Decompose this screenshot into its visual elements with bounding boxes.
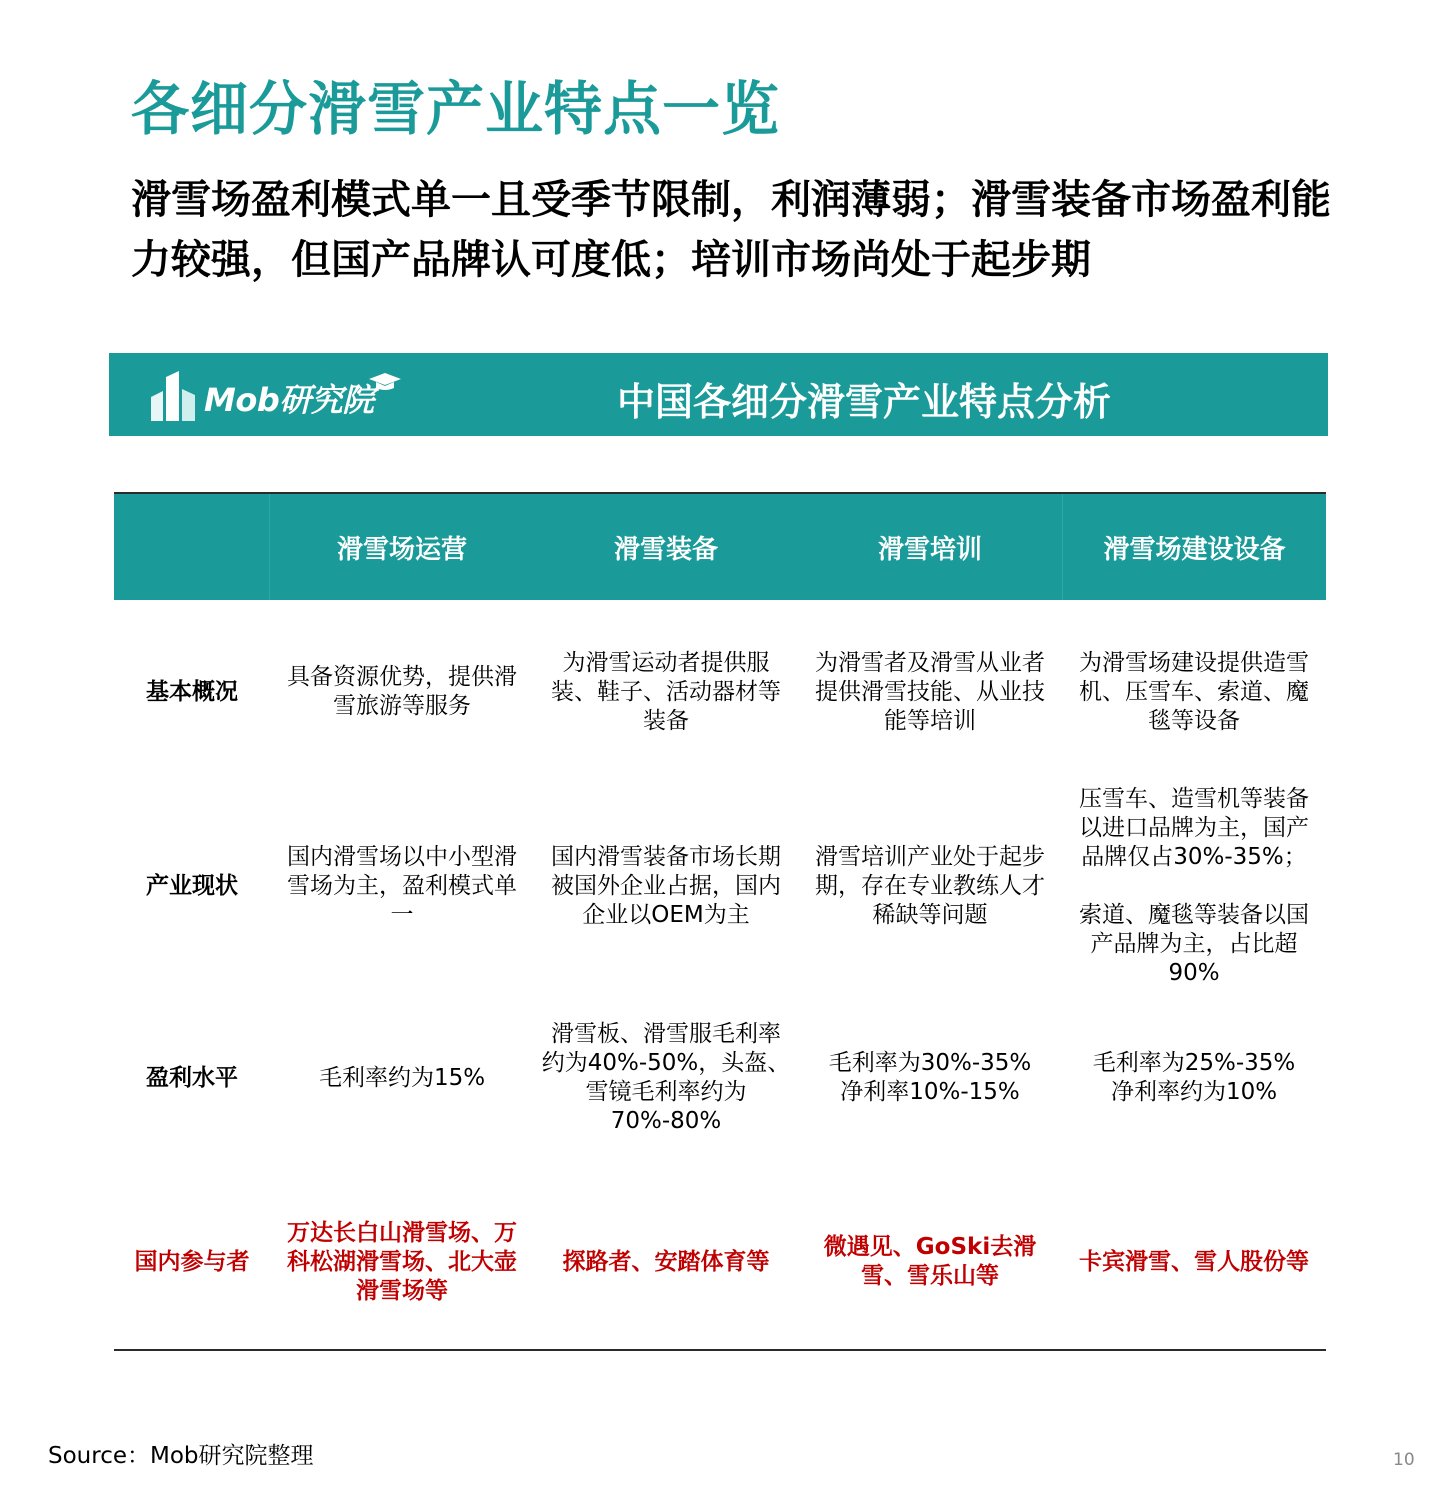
- page-number: 10: [1393, 1450, 1415, 1470]
- table-cell: 微遇见、GoSki去滑雪、雪乐山等: [823, 1234, 1037, 1289]
- mob-logo: [149, 365, 399, 425]
- table-row: [114, 1018, 1326, 1138]
- header-cell-equipment: 滑雪装备: [613, 534, 718, 565]
- row-label: 国内参与者: [134, 1248, 250, 1275]
- table-cell: 卡宾滑雪、雪人股份等: [1079, 1248, 1309, 1275]
- page-title: 各细分滑雪产业特点一览: [131, 75, 781, 143]
- cell-paragraph: 索道、魔毯等装备以国产品牌为主，占比超90%: [1079, 901, 1309, 986]
- table-banner: [109, 353, 1328, 436]
- table-bottom-rule: [114, 1349, 1326, 1351]
- header-cell-training: 滑雪培训: [877, 534, 982, 565]
- building-bars-icon: [149, 369, 199, 421]
- header-cell-empty: [114, 494, 270, 600]
- table-cell-multi: [798, 1049, 1062, 1107]
- table-cell: 为滑雪者及滑雪从业者提供滑雪技能、从业技能等培训: [815, 649, 1045, 734]
- paragraph-gap: [1068, 872, 1320, 901]
- table-row: [114, 1216, 1326, 1308]
- table-cell: 国内滑雪场以中小型滑雪场为主，盈利模式单一: [287, 843, 517, 928]
- cell-line: 毛利率为30%-35%: [828, 1050, 1032, 1076]
- table-cell: 为滑雪场建设提供造雪机、压雪车、索道、魔毯等设备: [1079, 649, 1309, 734]
- table-row: [114, 782, 1326, 990]
- table-row: [114, 640, 1326, 744]
- table-cell: 万达长白山滑雪场、万科松湖滑雪场、北大壶滑雪场等: [287, 1219, 517, 1304]
- source-note: Source：Mob研究院整理: [48, 1443, 314, 1469]
- table-cell-multi: [1062, 1049, 1326, 1107]
- row-label: 基本概况: [146, 678, 238, 705]
- table-cell: 国内滑雪装备市场长期被国外企业占据，国内企业以OEM为主: [551, 843, 781, 928]
- cell-line: 毛利率为25%-35%: [1092, 1050, 1296, 1076]
- table-cell: 毛利率约为15%: [318, 1064, 486, 1091]
- table-cell: 滑雪培训产业处于起步期，存在专业教练人才稀缺等问题: [815, 843, 1045, 928]
- row-label: 产业现状: [146, 872, 238, 899]
- cell-paragraph: 压雪车、造雪机等装备以进口品牌为主，国产品牌仅占30%-35%；: [1079, 785, 1309, 870]
- row-label: 盈利水平: [146, 1064, 238, 1091]
- table-cell: 为滑雪运动者提供服装、鞋子、活动器材等装备: [551, 649, 781, 734]
- graduation-cap-icon: [367, 371, 403, 393]
- table-cell: 滑雪板、滑雪服毛利率约为40%-50%，头盔、雪镜毛利率约为70%-80%: [541, 1021, 791, 1134]
- table-cell: 具备资源优势，提供滑雪旅游等服务: [287, 664, 517, 719]
- cell-line: 净利率10%-15%: [840, 1079, 1020, 1105]
- table-cell-multi: [1062, 785, 1326, 988]
- cell-line: 净利率约为10%: [1110, 1079, 1278, 1105]
- header-cell-construction: 滑雪场建设设备: [1062, 494, 1326, 600]
- logo-text: Mob研究院: [204, 381, 374, 419]
- table-cell: 探路者、安踏体育等: [562, 1248, 770, 1275]
- banner-title: 中国各细分滑雪产业特点分析: [617, 380, 1112, 424]
- header-cell-ski-resort: 滑雪场运营: [336, 534, 467, 565]
- table-header-row: [114, 494, 1326, 600]
- page-subtitle: 滑雪场盈利模式单一且受季节限制，利润薄弱；滑雪装备市场盈利能力较强，但国产品牌认可度低；培训市场尚处于起步期: [131, 177, 1331, 283]
